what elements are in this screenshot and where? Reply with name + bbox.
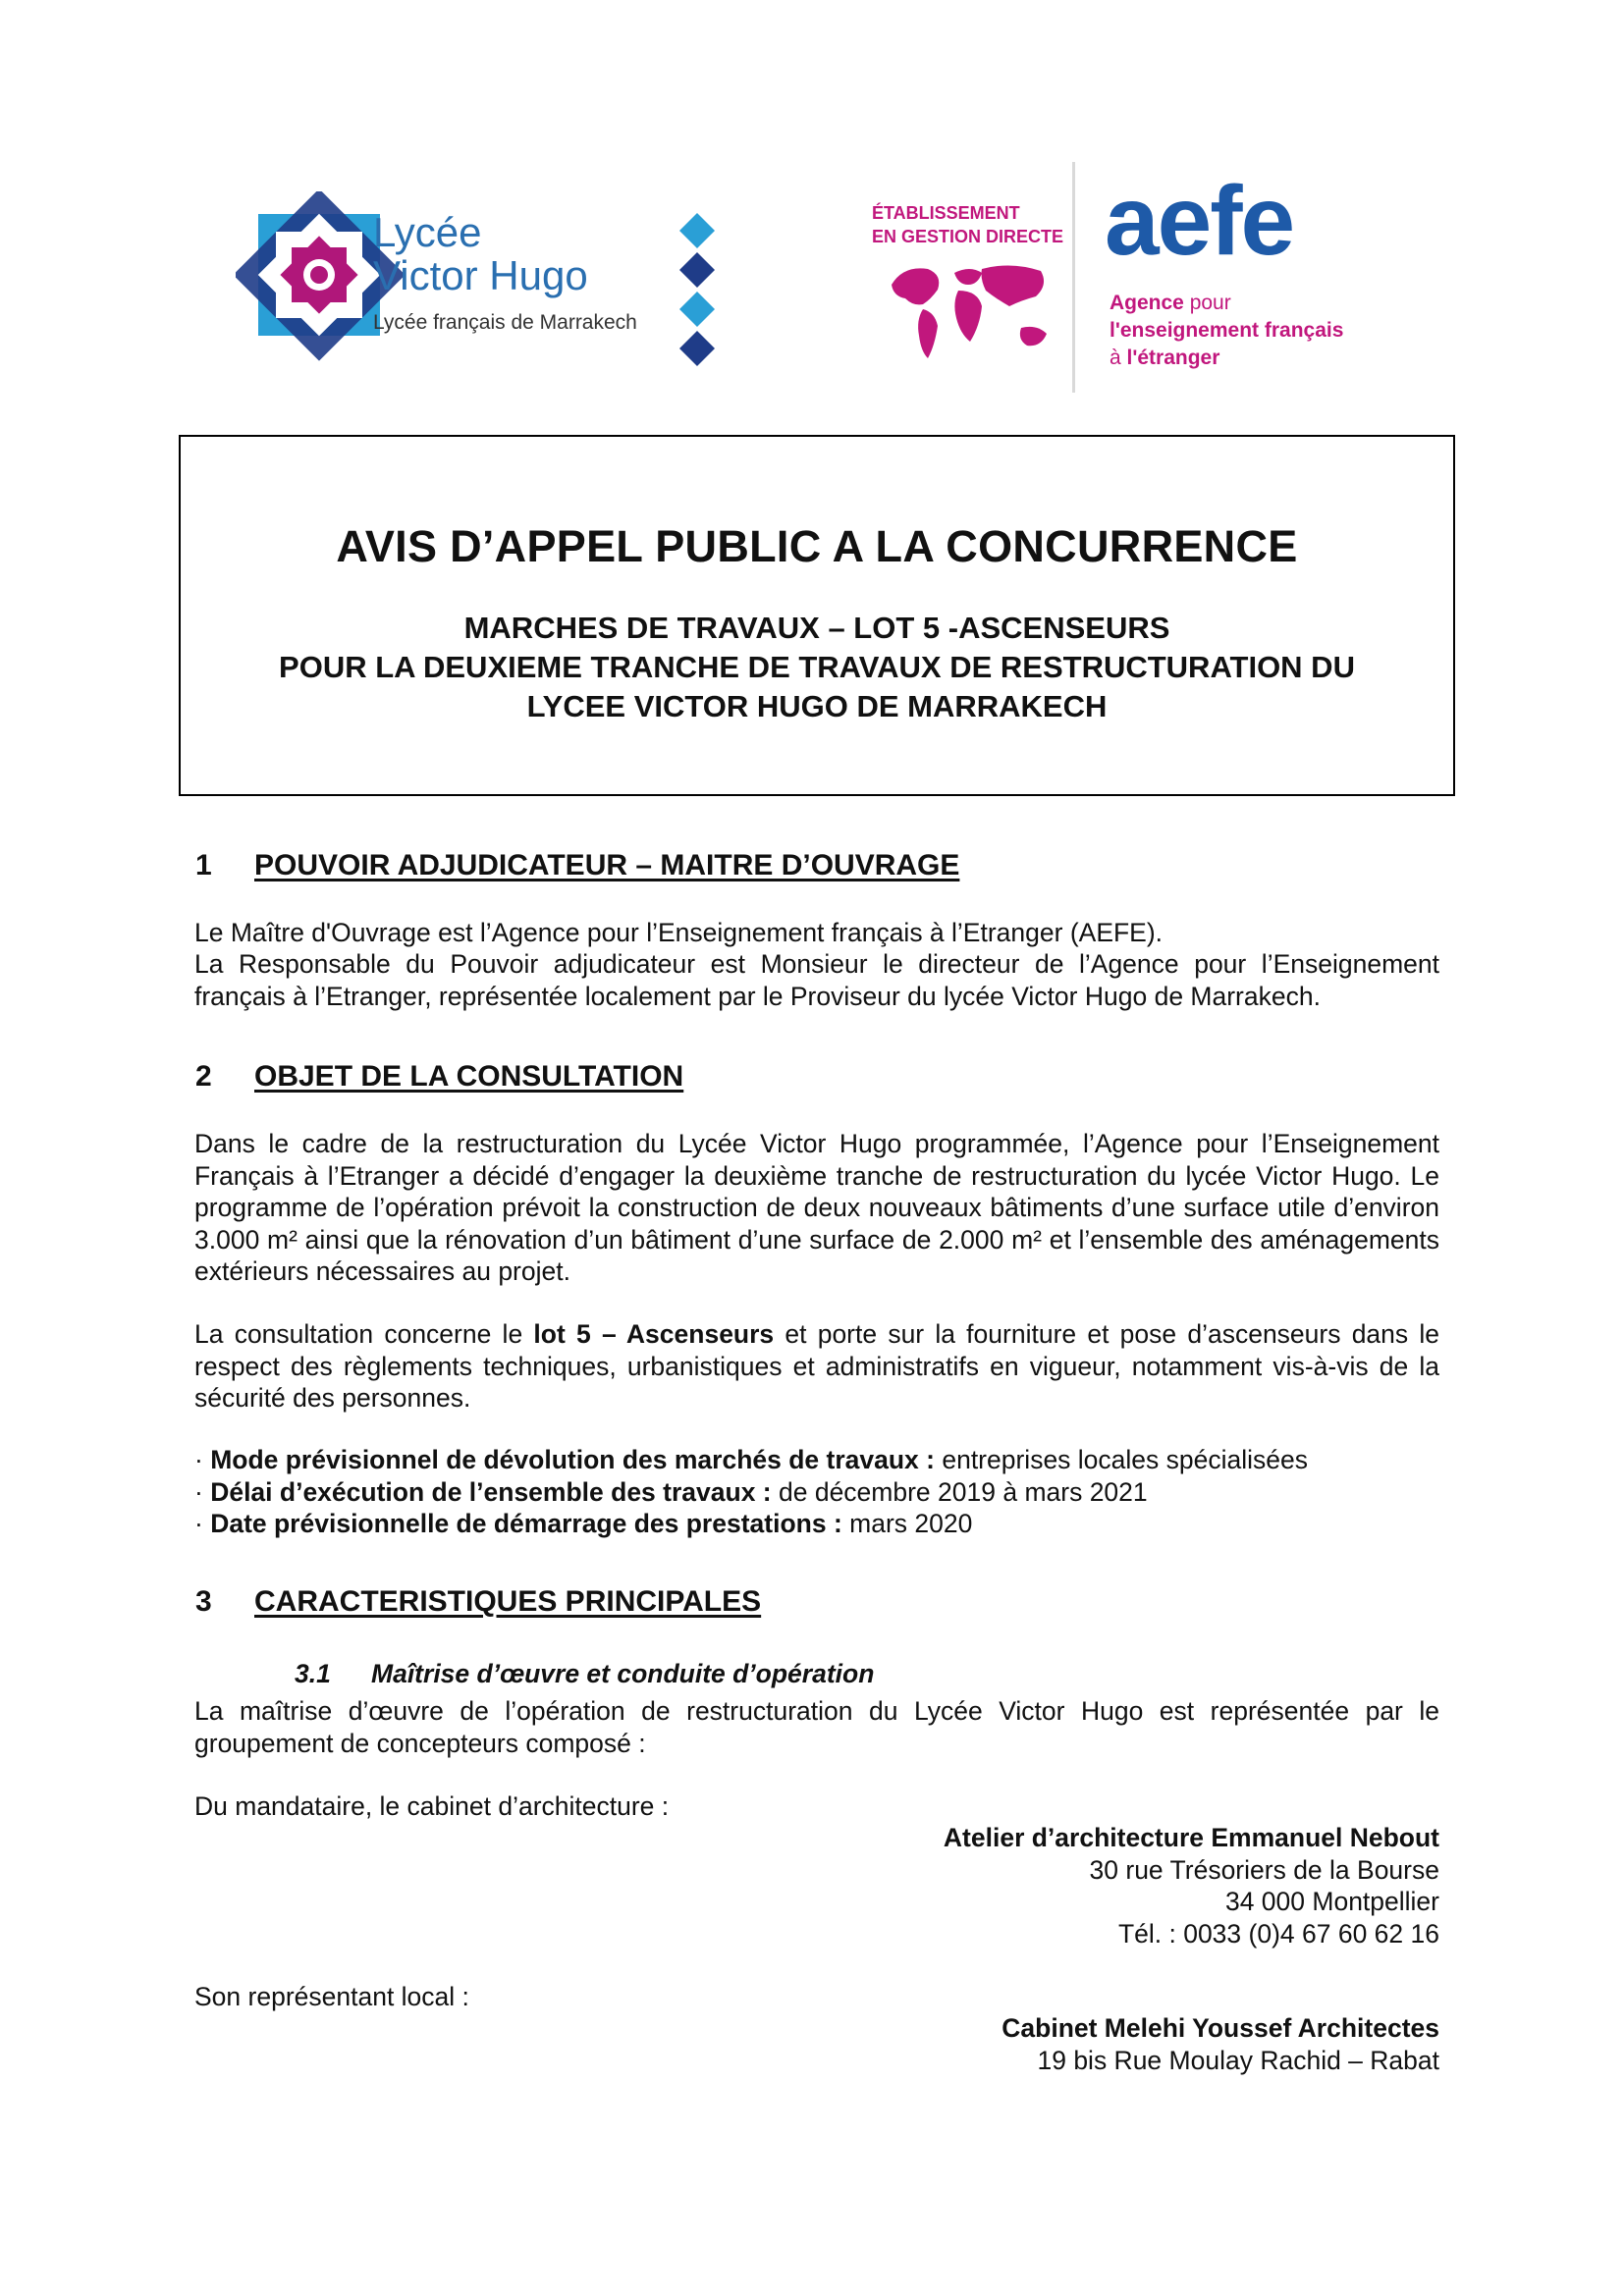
section-3-heading: CARACTERISTIQUES PRINCIPALES [254,1585,762,1618]
aefe-subtitle-line3: à l'étranger [1110,347,1220,369]
aefe-tag-line1: ÉTABLISSEMENT [872,203,1020,223]
aefe-subtitle-line2: l'enseignement français [1110,319,1344,342]
aefe-logo [864,162,1375,393]
section-2-paragraph-1: Dans le cadre de la restructuration du Lycée Victor Hugo programmée, l’Agence pour l’Enseignement Français à l’Etranger a décidé d’engager la deuxième tranche de restructuration du lycée Victor Hugo. Le programme de l’opération prévoit la construction de deux nouveaux bâtiments d’une surface utile d’environ 3.000 m² ainsi que la rénovation d’un bâtiment d’une surface de 2.000 m² et l’ensemble des aménagements extérieurs nécessaires au projet. [194,1129,1439,1286]
title-box [179,435,1455,796]
section-3-paragraph-1: La maîtrise d’œuvre de l’opération de restructuration du Lycée Victor Hugo est représentée par le groupement de concepteurs composé : [194,1696,1439,1758]
lycee-logo-line2: Victor Hugo [373,252,588,298]
section-3-paragraph-2: Du mandataire, le cabinet d’architecture : [194,1791,670,1821]
lot-label: lot 5 – Ascenseurs [533,1319,775,1349]
list-item: · Délai d’exécution de l’ensemble des travaux : de décembre 2019 à mars 2021 [194,1476,1148,1507]
aefe-divider [1072,162,1075,393]
section-2-paragraph-2: La consultation concerne le lot 5 – Ascenseurs et porte sur la fourniture et pose d’ascenseurs dans le respect des règlements techniques, urbanistiques et administratifs en vigueur, notamment vis-à-vis de la sécurité des personnes. [194,1319,1439,1413]
lycee-victor-hugo-logo [236,191,746,368]
subtitle-line1: MARCHES DE TRAVAUX – LOT 5 -ASCENSEURS [463,611,1170,645]
aefe-brand: aefe [1105,166,1294,276]
local-representative-block [1001,2012,1439,2076]
subsection-3-1-number: 3.1 [295,1659,331,1688]
section-3-number: 3 [195,1585,212,1618]
document-subtitle [181,609,1453,726]
architect-name: Atelier d’architecture Emmanuel Nebout [943,1823,1439,1852]
section-1-heading: POUVOIR ADJUDICATEUR – MAITRE D’OUVRAGE [254,849,960,881]
subsection-3-1-title: Maîtrise d’œuvre et conduite d’opération [371,1659,875,1688]
aefe-subtitle-line1: Agence pour [1110,292,1231,314]
local-representative-address: 19 bis Rue Moulay Rachid – Rabat [1037,2045,1439,2075]
section-1-line2: La Responsable du Pouvoir adjudicateur est Monsieur le directeur de l’Agence pour l’Enseignement français à l’Etranger, représentée localement par le Proviseur du lycée Victor Hugo de Marrakech. [194,949,1439,1011]
architect-address-block [944,1822,1439,1949]
list-item: · Mode prévisionnel de dévolution des marchés de travaux : entreprises locales spécialisées [194,1445,1309,1474]
lycee-logo-line3: Lycée français de Marrakech [373,311,637,334]
list-item: · Date prévisionnelle de démarrage des prestations : mars 2020 [194,1509,973,1538]
lycee-logo-line1: Lycée [373,209,482,255]
section-1-line1: Le Maître d'Ouvrage est l’Agence pour l’Enseignement français à l’Etranger (AEFE). [194,918,1164,947]
document-title: AVIS D’APPEL PUBLIC A LA CONCURRENCE [336,521,1298,571]
local-representative-name: Cabinet Melehi Youssef Architectes [1001,2013,1439,2043]
world-map-icon [884,255,1056,368]
subtitle-line2: POUR LA DEUXIEME TRANCHE DE TRAVAUX DE RESTRUCTURATION DU [279,650,1355,684]
aefe-tag-line2: EN GESTION DIRECTE [872,227,1064,246]
section-2-number: 2 [195,1060,212,1093]
section-3-paragraph-3: Son représentant local : [194,1982,469,2011]
section-2-bullet-list [194,1444,1439,1540]
architect-street: 30 rue Trésoriers de la Bourse [1089,1854,1439,1885]
subtitle-line3: LYCEE VICTOR HUGO DE MARRAKECH [526,689,1108,723]
section-2-heading: OBJET DE LA CONSULTATION [254,1060,684,1093]
section-1-number: 1 [195,849,212,881]
architect-phone: Tél. : 0033 (0)4 67 60 62 16 [1117,1918,1439,1949]
architect-city: 34 000 Montpellier [1224,1887,1439,1916]
